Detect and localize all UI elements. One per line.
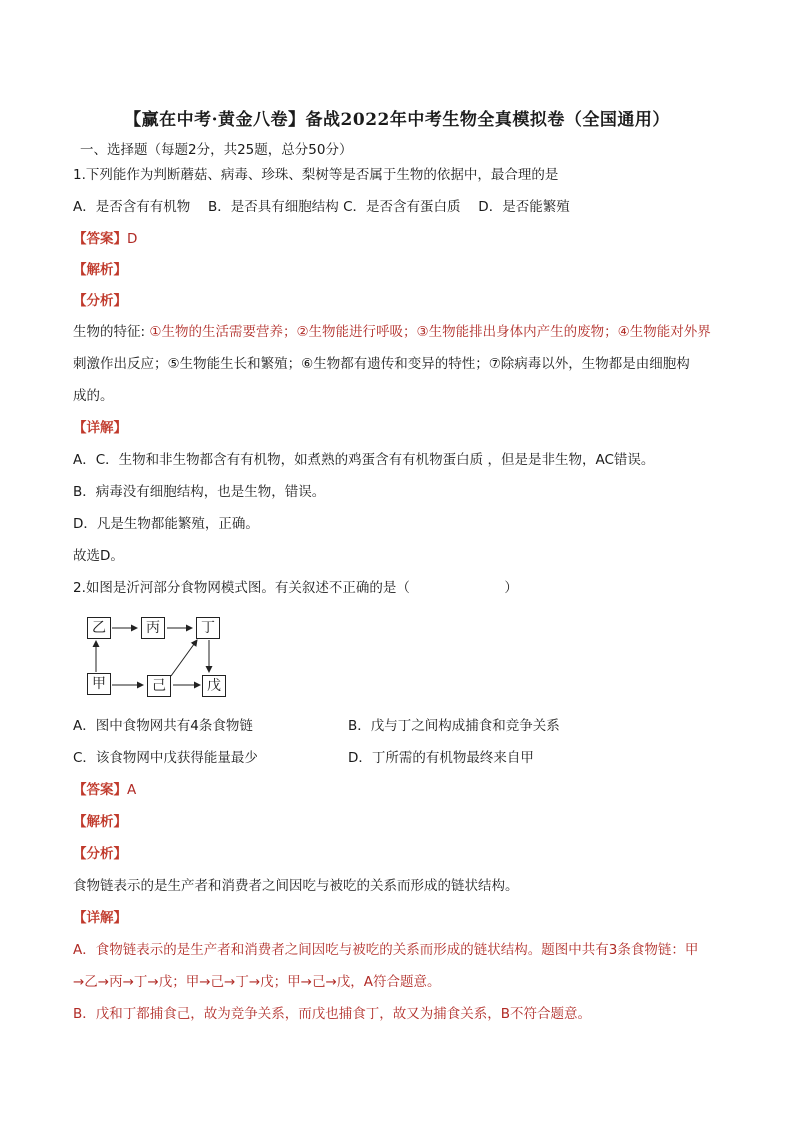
arrow-ji-ding <box>171 640 197 676</box>
q1-detail-2: B．病毒没有细胞结构，也是生物，错误。 <box>73 484 326 500</box>
answer-label: 【答案】 <box>73 782 127 798</box>
node-ding: 丁 <box>196 617 220 639</box>
q1-detail-1: A．C．生物和非生物都含有有机物，如煮熟的鸡蛋含有有机物蛋白质 ，但是是非生物，AC错误。 <box>73 452 655 468</box>
node-ji: 己 <box>147 675 171 697</box>
answer-value: D <box>127 231 138 247</box>
page-title: 【赢在中考·黄金八卷】备战2022年中考生物全真模拟卷（全国通用） <box>124 110 670 130</box>
q1-answer <box>73 229 137 249</box>
q2-option-a: A．图中食物网共有4条食物链 <box>73 718 253 734</box>
q2-analysis-label: 【解析】 <box>73 814 127 830</box>
node-jia: 甲 <box>87 673 111 695</box>
q2-fenxi-label: 【分析】 <box>73 846 127 862</box>
q2-detail-a1: A．食物链表示的是生产者和消费者之间因吃与被吃的关系而形成的链状结构。题图中共有3条食物链：甲 <box>73 942 699 958</box>
q2-answer <box>73 780 136 800</box>
q1-features-line1 <box>73 322 711 342</box>
q2-detail-b: B．戊和丁都捕食己，故为竞争关系，而戊也捕食丁，故又为捕食关系，B不符合题意。 <box>73 1006 592 1022</box>
q2-option-c: C．该食物网中戊获得能量最少 <box>73 750 258 766</box>
q1-options: A．是否含有有机物 B．是否具有细胞结构 C．是否含有蛋白质 D．是否能繁殖 <box>73 199 570 215</box>
food-web-diagram <box>85 610 245 705</box>
q2-fenxi-text: 食物链表示的是生产者和消费者之间因吃与被吃的关系而形成的链状结构。 <box>73 878 519 894</box>
q1-features-line3: 成的。 <box>73 388 114 404</box>
q1-analysis-label: 【解析】 <box>73 262 127 278</box>
node-bing: 丙 <box>141 617 165 639</box>
q2-detail-a2: →乙→丙→丁→戊；甲→己→丁→戊；甲→己→戊，A符合题意。 <box>73 974 441 990</box>
node-yi: 乙 <box>87 617 111 639</box>
features-prefix: 生物的特征: <box>73 324 150 340</box>
q1-detail-3: D．凡是生物都能繁殖，正确。 <box>73 516 259 532</box>
node-wu: 戊 <box>202 675 226 697</box>
q2-option-d: D．丁所需的有机物最终来自甲 <box>348 750 534 766</box>
answer-label: 【答案】 <box>73 231 127 247</box>
features-red-text: ①生物的生活需要营养；②生物能进行呼吸；③生物能排出身体内产生的废物；④生物能对外界 <box>149 324 711 340</box>
answer-value: A <box>127 782 137 798</box>
q1-conclusion: 故选D。 <box>73 548 124 564</box>
q2-option-b: B．戊与丁之间构成捕食和竞争关系 <box>348 718 560 734</box>
section-heading: 一、选择题（每题2分，共25题，总分50分） <box>80 142 353 158</box>
q1-features-line2: 刺激作出反应；⑤生物能生长和繁殖；⑥生物都有遗传和变异的特性；⑦除病毒以外，生物都是由细胞构 <box>73 356 690 372</box>
q1-detail-label: 【详解】 <box>73 420 127 436</box>
q1-stem: 1.下列能作为判断蘑菇、病毒、珍珠、梨树等是否属于生物的依据中，最合理的是 <box>73 167 559 183</box>
q2-stem: 2.如图是沂河部分食物网模式图。有关叙述不正确的是（ ） <box>73 580 518 596</box>
q2-detail-label: 【详解】 <box>73 910 127 926</box>
q1-fenxi-label: 【分析】 <box>73 293 127 309</box>
